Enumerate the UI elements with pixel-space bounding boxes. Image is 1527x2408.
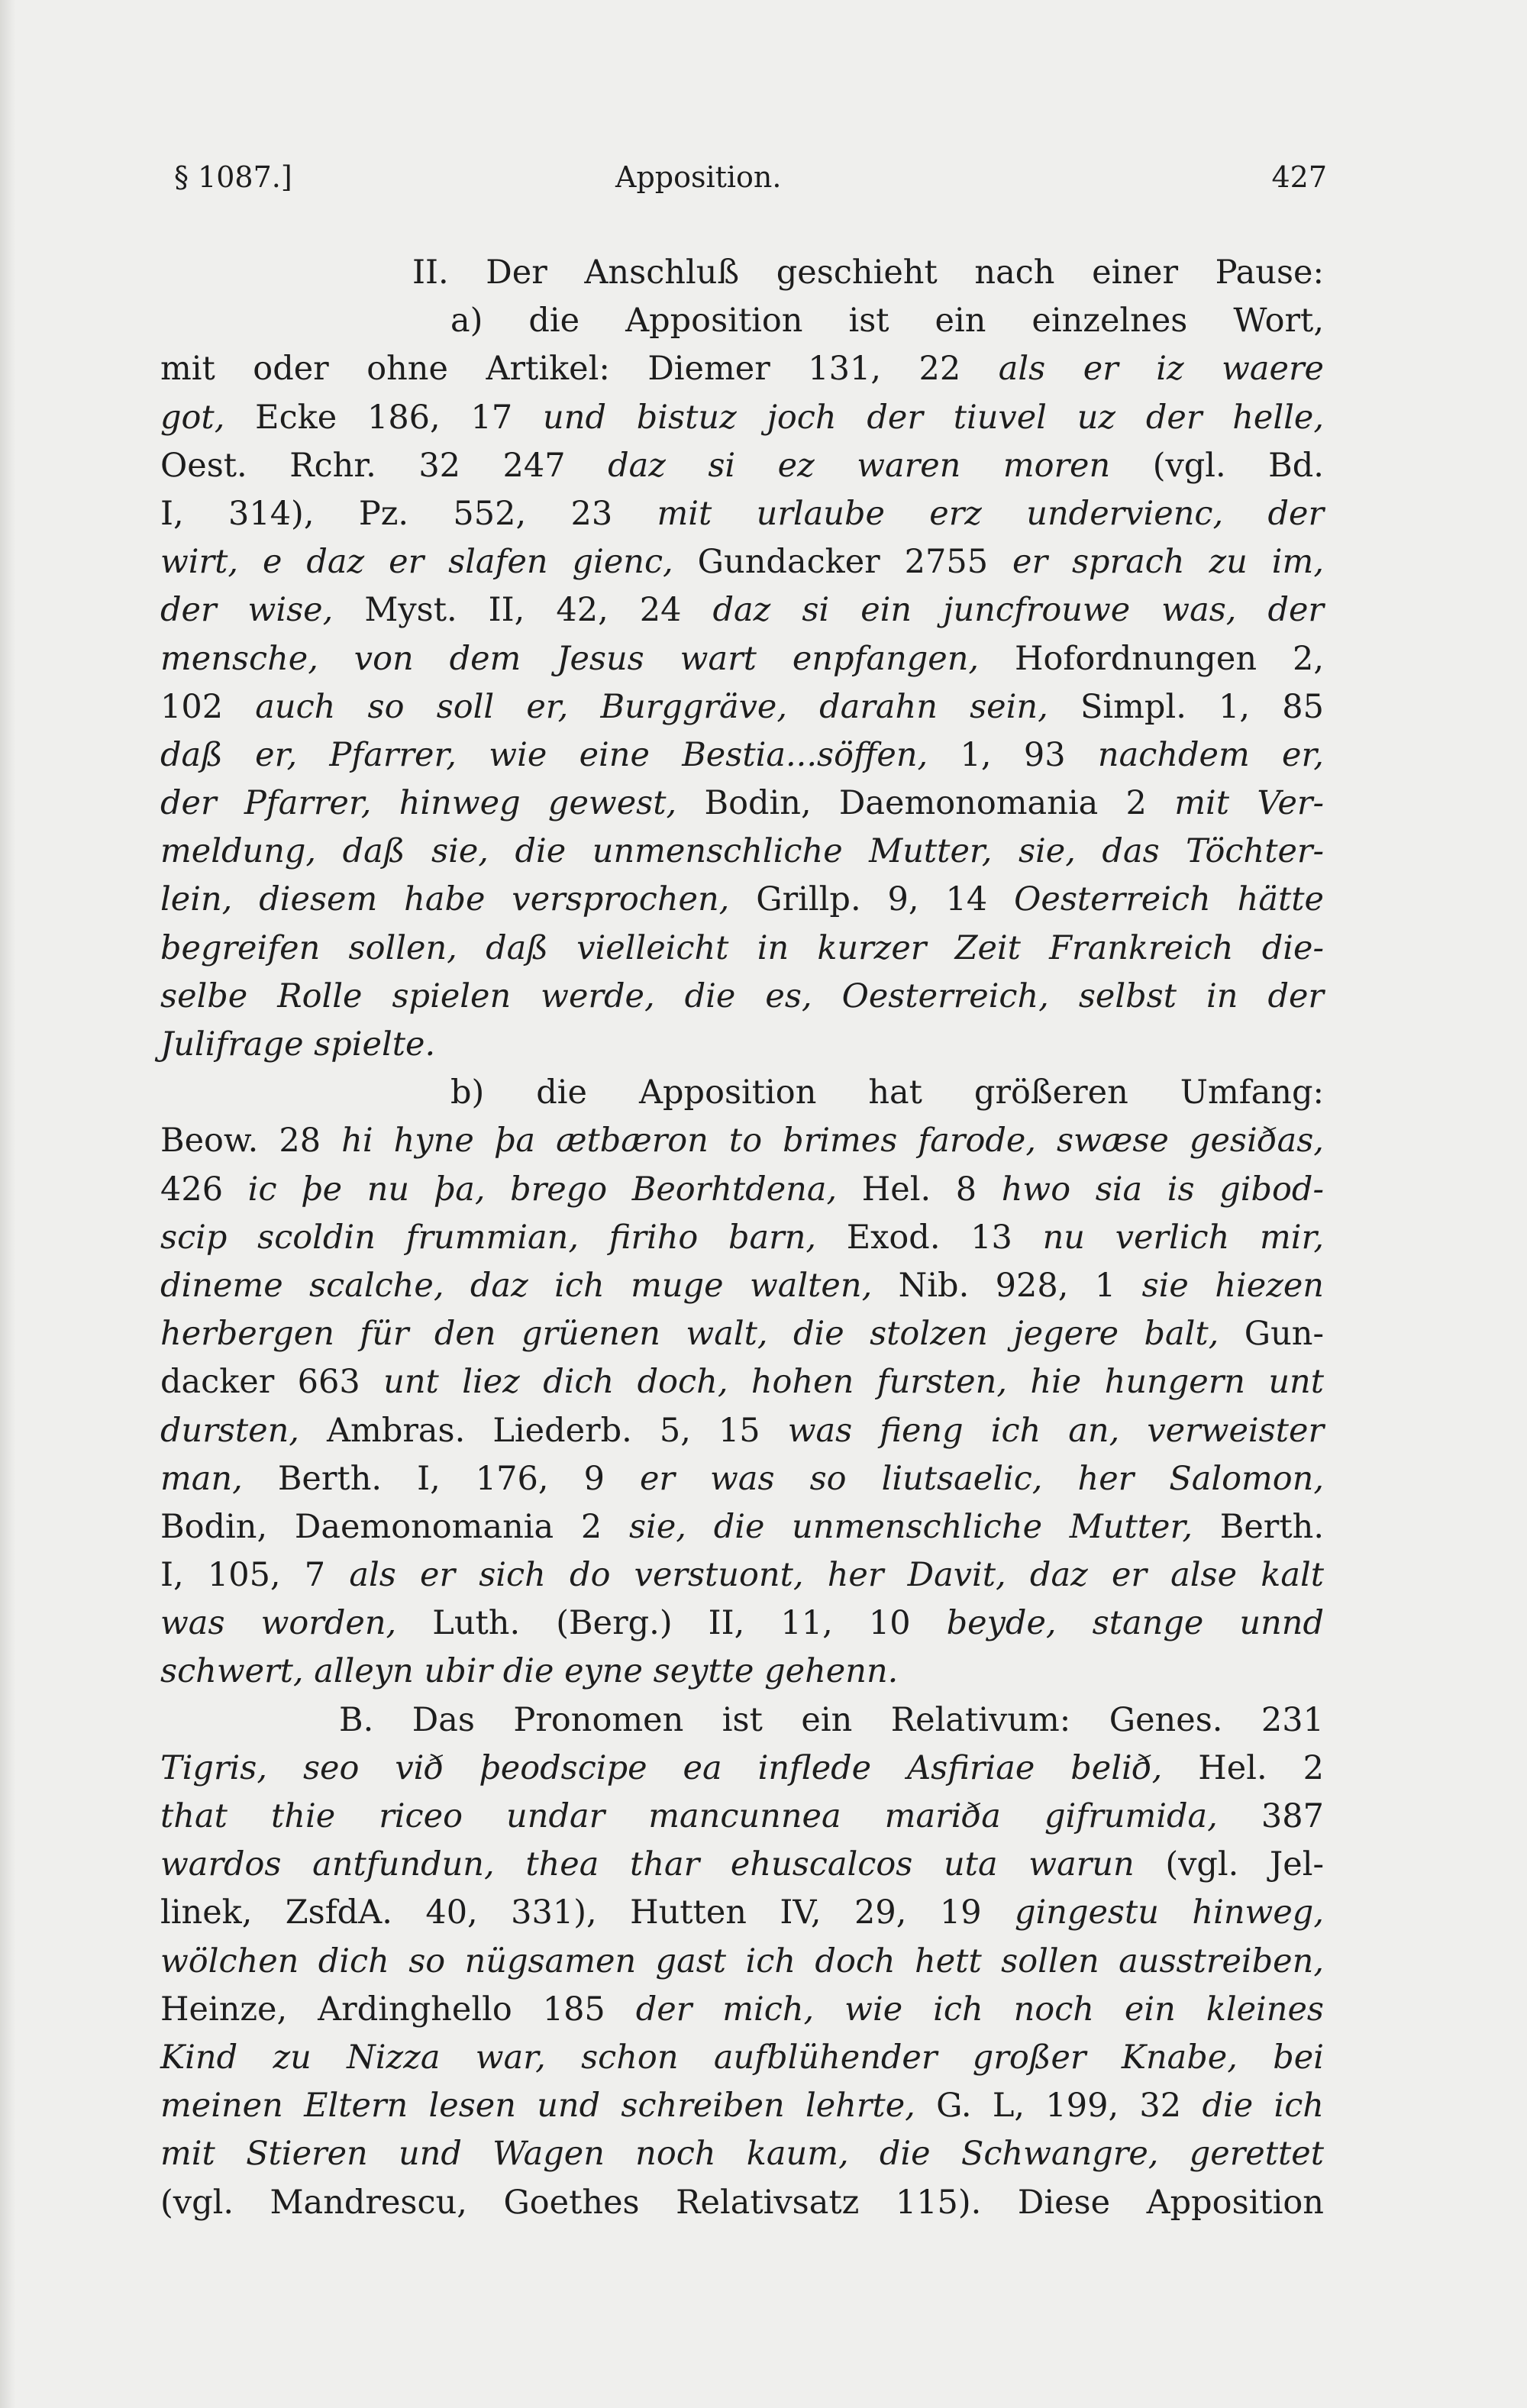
citation-text: a) die Apposition ist ein einzelnes Wort, [450,302,1324,341]
quoted-text: ic þe nu þa, brego Beorhtdena, [247,1170,838,1209]
text-line [160,1648,1324,1696]
text-line [160,635,1324,683]
text-line [160,925,1324,973]
text-line [160,1889,1324,1937]
text-line [160,297,1324,345]
citation-text: Simpl. 1, 85 [1048,687,1324,726]
text-line [160,1841,1324,1889]
quoted-text: sie, die unmenschliche Mutter, [629,1507,1193,1546]
quoted-text: Oesterreich hätte [1014,880,1324,919]
citation-text: 1, 93 [928,735,1098,774]
citation-text: Berth. [1193,1507,1324,1546]
quoted-text: meldung, daß sie, die unmenschliche Mutter, sie, das Töchter- [160,832,1324,871]
citation-text: II. Der Anschluß geschieht nach einer Pause: [412,253,1324,292]
citation-text: dacker 663 [160,1363,384,1402]
text-line [160,731,1324,780]
quoted-text: mit Ver- [1174,784,1324,823]
quoted-text: nachdem er, [1097,735,1324,774]
text-line [160,1021,1324,1069]
citation-text: Hel. 2 [1162,1748,1324,1787]
citation-text: G. L, 199, 32 [915,2087,1203,2126]
quoted-text: selbe Rolle spielen werde, die es, Oesterreich, selbst in der [160,976,1324,1015]
quoted-text: daz si ez waren moren [608,446,1111,485]
text-line [160,442,1324,490]
citation-text: Beow. 28 [160,1122,342,1160]
page-number: 427 [1271,160,1327,194]
text-line [160,1310,1324,1358]
quoted-text: und bistuz joch der tiuvel uz der helle, [543,398,1324,437]
text-line [160,1069,1324,1117]
text-line [160,1938,1324,1986]
quoted-text: hi hyne þa ætbæron to brimes farode, swæse gesiðas, [341,1122,1324,1160]
page-edge [0,0,15,2408]
running-title: Apposition. [615,160,782,194]
text-line [160,780,1324,828]
quoted-text: mensche, von dem Jesus wart enpfangen, [160,639,980,678]
quoted-text: die ich [1202,2087,1324,2126]
text-line [160,1599,1324,1648]
quoted-text: der wise, [160,591,334,630]
text-line [160,2034,1324,2082]
quoted-text: der mich, wie ich noch ein kleines [635,1990,1324,2029]
citation-text: 426 [160,1170,248,1209]
citation-text: linek, ZsfdA. 40, 331), Hutten IV, 29, 19 [160,1893,1015,1932]
text-line [160,1262,1324,1310]
section-number: § 1087.] [174,160,292,194]
quoted-text: daz si ein juncfrouwe was, der [712,591,1324,630]
text-line [160,876,1324,924]
text-line [160,1745,1324,1793]
running-header [174,160,1327,206]
citation-text: Nib. 928, 1 [872,1266,1142,1305]
citation-text: Luth. (Berg.) II, 11, 10 [396,1604,947,1643]
citation-text: Ambras. Liederb. 5, 15 [299,1411,788,1450]
quoted-text: auch so soll er, Burggräve, darahn sein, [255,687,1048,726]
text-line [160,1214,1324,1262]
quoted-text: that thie riceo undar mancunnea mariða gifrumida, [160,1797,1218,1835]
quoted-text: daß er, Pfarrer, wie eine Bestia...söffen, [160,735,928,774]
quoted-text: begreifen sollen, daß vielleicht in kurzer Zeit Frankreich die- [160,928,1324,967]
text-line [160,1793,1324,1841]
quoted-text: was fieng ich an, verweister [787,1411,1324,1450]
text-line [160,1166,1324,1214]
citation-text: (vgl. Bd. [1110,446,1324,485]
quoted-text: nu verlich mir, [1042,1218,1324,1257]
quoted-text: er was so liutsaelic, her Salomon, [639,1459,1324,1498]
citation-text: Bodin, Daemonomania 2 [160,1507,630,1546]
quoted-text: herbergen für den grüenen walt, die stolzen jegere balt, [160,1315,1219,1354]
citation-text: 102 [160,687,256,726]
citation-text: Myst. II, 42, 24 [333,591,713,630]
citation-text: (vgl. Mandrescu, Goethes Relativsatz 115). Diese Apposition [160,2183,1324,2222]
text-line [160,538,1324,586]
quoted-text: als er iz waere [998,350,1324,389]
quoted-text: gingestu hinweg, [1014,1893,1324,1932]
body-text [160,249,1324,2227]
quoted-text: mit urlaube erz undervienc, der [657,494,1324,533]
text-line [160,1117,1324,1165]
text-line [160,1358,1324,1406]
quoted-text: Julifrage spielte. [160,1025,436,1064]
quoted-text: der Pfarrer, hinweg gewest, [160,784,677,823]
text-line [160,828,1324,876]
citation-text: b) die Apposition hat größeren Umfang: [450,1073,1324,1112]
text-line [160,683,1324,731]
quoted-text: hwo sia is gibod- [1001,1170,1324,1209]
quoted-text: meinen Eltern lesen und schreiben lehrte, [160,2087,915,2126]
citation-text: Hel. 8 [837,1170,1002,1209]
citation-text: 387 [1217,1797,1324,1835]
citation-text: Gundacker 2755 [673,543,1013,582]
text-line [160,2082,1324,2130]
quoted-text: mit Stieren und Wagen noch kaum, die Schwangre, gerettet [160,2135,1324,2174]
text-line [160,1696,1324,1745]
citation-text: Heinze, Ardinghello 185 [160,1990,636,2029]
text-line [160,490,1324,538]
quoted-text: als er sich do verstuont, her Davit, daz er alse kalt [349,1556,1324,1595]
quoted-text: sie hiezen [1141,1266,1324,1305]
quoted-text: was worden, [160,1604,397,1643]
citation-text: Berth. I, 176, 9 [242,1459,640,1498]
quoted-text: er sprach zu im, [1012,543,1324,582]
quoted-text: dursten, [160,1411,299,1450]
quoted-text: lein, diesem habe versprochen, [160,880,730,919]
text-line [160,586,1324,634]
quoted-text: schwert, alleyn ubir die eyne seytte gehenn. [160,1652,899,1691]
text-line [160,394,1324,442]
quoted-text: unt liez dich doch, hohen fursten, hie hungern unt [383,1363,1324,1402]
text-line [160,345,1324,393]
quoted-text: wirt, e daz er slafen gienc, [160,543,673,582]
citation-text: Hofordnungen 2, [979,639,1324,678]
citation-text: I, 314), Pz. 552, 23 [160,494,657,533]
quoted-text: got, [160,398,225,437]
text-line [160,2130,1324,2178]
citation-text: Bodin, Daemonomania 2 [676,784,1175,823]
citation-text: Exod. 13 [816,1218,1043,1257]
citation-text: Gun- [1219,1315,1324,1354]
citation-text: (vgl. Jel- [1134,1845,1324,1884]
citation-text: Ecke 186, 17 [224,398,544,437]
quoted-text: wardos antfundun, thea thar ehuscalcos uta warun [160,1845,1135,1884]
text-line [160,249,1324,297]
quoted-text: Kind zu Nizza war, schon aufblühender großer Knabe, bei [160,2038,1324,2077]
text-line [160,1455,1324,1503]
quoted-text: Tigris, seo við þeodscipe ea inflede Asfiriae belið, [160,1748,1163,1787]
text-line [160,1986,1324,2034]
text-line [160,973,1324,1021]
quoted-text: wölchen dich so nügsamen gast ich doch hett sollen ausstreiben, [160,1942,1324,1980]
quoted-text: scip scoldin frummian, firiho barn, [160,1218,817,1257]
citation-text: Grillp. 9, 14 [729,880,1015,919]
citation-text: I, 105, 7 [160,1556,350,1595]
quoted-text: dineme scalche, daz ich muge walten, [160,1266,873,1305]
text-line [160,1551,1324,1599]
citation-text: mit oder ohne Artikel: Diemer 131, 22 [160,350,999,389]
text-line [160,1503,1324,1551]
text-line [160,2179,1324,2227]
citation-text: B. Das Pronomen ist ein Relativum: Genes. 231 [339,1700,1324,1739]
quoted-text: man, [160,1459,243,1498]
text-line [160,1407,1324,1455]
citation-text: Oest. Rchr. 32 247 [160,446,609,485]
quoted-text: beyde, stange unnd [946,1604,1324,1643]
